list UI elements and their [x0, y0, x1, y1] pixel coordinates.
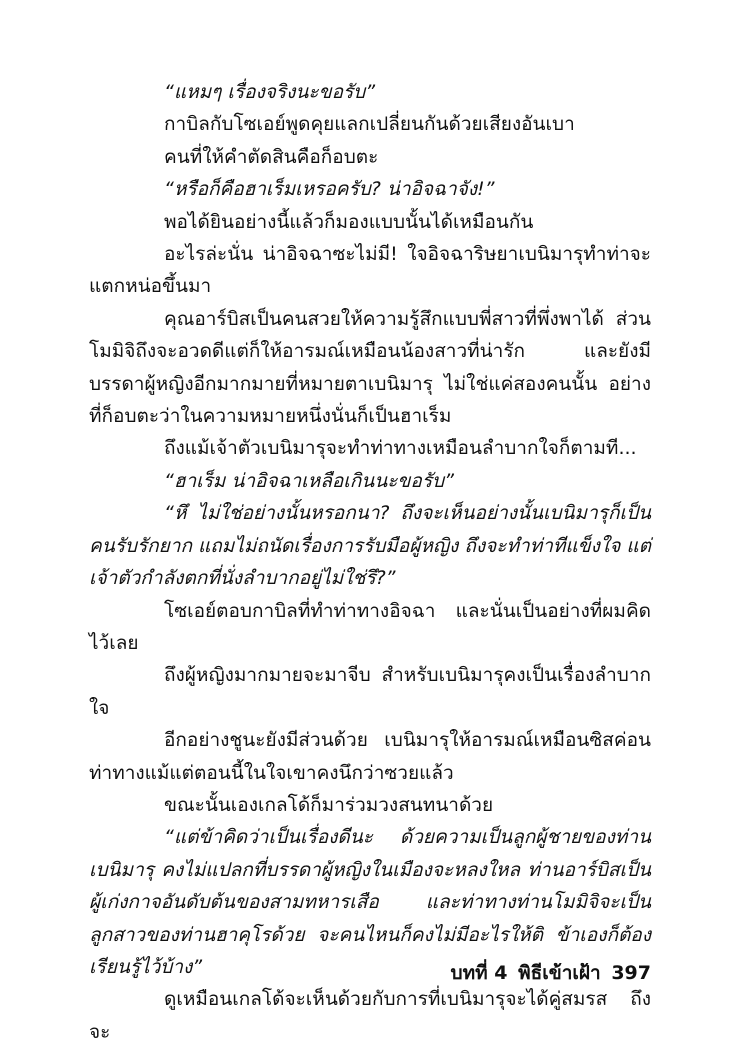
paragraph: ดูเหมือนเกลโด้จะเห็นด้วยกับการที่เบนิมารุจะได้คู่สมรส ถึงจะ — [89, 988, 651, 1043]
page-footer — [447, 958, 651, 988]
paragraph: โซเอย์ตอบกาบิลที่ทำท่าทางอิจฉา และนั่นเป็นอย่างที่ผมคิดไว้เลย — [89, 599, 651, 654]
paragraph: คนที่ให้คำตัดสินคือก็อบตะ — [164, 145, 379, 168]
page-number: 397 — [611, 962, 651, 984]
paragraph: อะไรล่ะนั่น น่าอิจฉาซะไม่มี! ใจอิจฉาริษยาเบนิมารุทำท่าจะแตกหน่อขึ้นมา — [89, 243, 651, 298]
body-text — [89, 76, 651, 1048]
paragraph: ถึงผู้หญิงมากมายจะมาจีบ สำหรับเบนิมารุคงเป็นเรื่องลำบากใจ — [89, 664, 651, 719]
paragraph: พอได้ยินอย่างนี้แล้วก็มองแบบนั้นได้เหมือนกัน — [164, 210, 534, 233]
paragraph: “แต่ข้าคิดว่าเป็นเรื่องดีนะ ด้วยความเป็นลูกผู้ชายของท่านเบนิมารุ คงไม่แปลกที่บรรดาผู้หญิงในเมืองจะหลงใหล ท่านอาร์บิสเป็นผู้เก่งกาจอันดับต้นของสามทหารเสือ และท่าทางท่านโมมิจิจะเป็นลูกสาวของท่านฮาคุโรด้วย จะคนไหนก็คงไม่มีอะไรให้ติ ข้าเองก็ต้องเรียนรู้ไว้บ้าง” — [89, 826, 651, 978]
paragraph: “ฮาเร็ม น่าอิจฉาเหลือเกินนะขอรับ” — [164, 469, 454, 492]
paragraph: ขณะนั้นเองเกลโด้ก็มาร่วมวงสนทนาด้วย — [164, 793, 494, 816]
paragraph: “หรือก็คือฮาเร็มเหรอครับ? น่าอิจฉาจัง!” — [164, 178, 495, 201]
chapter-title: พิธีเข้าเฝ้า — [518, 962, 601, 984]
paragraph: “หึ ไม่ใช่อย่างนั้นหรอกนา? ถึงจะเห็นอย่างนั้นเบนิมารุก็เป็นคนรับรักยาก แถมไม่ถนัดเรื่องการรับมือผู้หญิง ถึงจะทำท่าทีแข็งใจ แต่เจ้าตัวกำลังตกที่นั่งลำบากอยู่ไม่ใช่รึ?” — [89, 502, 651, 590]
paragraph: กาบิลกับโซเอย์พูดคุยแลกเปลี่ยนกันด้วยเสียงอันเบา — [164, 113, 575, 136]
paragraph: “แหมๆ เรื่องจริงนะขอรับ” — [164, 81, 376, 103]
paragraph: ถึงแม้เจ้าตัวเบนิมารุจะทำท่าทางเหมือนลำบากใจก็ตามที... — [164, 437, 637, 460]
paragraph: อีกอย่างชูนะยังมีส่วนด้วย เบนิมารุให้อารมณ์เหมือนซิสค่อนท่าทางแม้แต่ตอนนี้ในใจเขาคงนึกว่าซวยแล้ว — [89, 729, 651, 784]
paragraph: คุณอาร์บิสเป็นคนสวยให้ความรู้สึกแบบพี่สาวที่พึ่งพาได้ ส่วนโมมิจิถึงจะอวดดีแต่ก็ให้อารมณ์เหมือนน้องสาวที่น่ารัก และยังมีบรรดาผู้หญิงอีกมากมายที่หมายตาเบนิมารุ ไม่ใช่แค่สองคนนั้น อย่างที่ก็อบตะว่าในความหมายหนึ่งนั่นก็เป็นฮาเร็ม — [89, 307, 651, 428]
chapter-label: บทที่ 4 — [450, 962, 508, 984]
